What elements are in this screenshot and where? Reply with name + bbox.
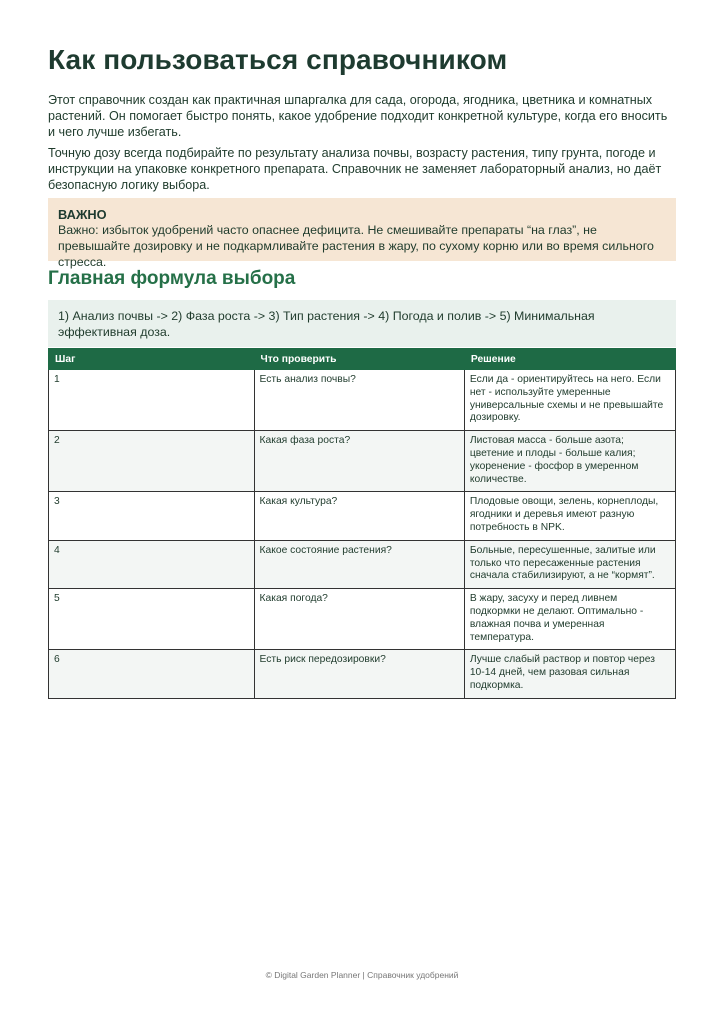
table-row [49,370,676,431]
table-row [49,492,676,540]
table-cell-check: Какая культура? [254,492,464,540]
warning-title: ВАЖНО [58,207,107,222]
intro-paragraph-1: Этот справочник создан как практичная шпаргалка для сада, огорода, ягодника, цветника и комнатных растений. Он помогает быстро понять, какое удобрение подходит конкретной культуре, когда его вносить и чего лучше избегать. [48,93,668,139]
table-cell-solution: Плодовые овощи, зелень, корнеплоды, ягодники и деревья имеют разную потребность в NPK. [464,492,675,540]
footer: © Digital Garden Planner | Справочник удобрений [265,970,459,980]
table-cell-step: 5 [49,589,255,650]
table-cell-step: 6 [49,650,255,698]
page-title: Как пользоваться справочником [48,44,508,75]
table-row [49,540,676,588]
steps-table [48,348,676,699]
table-cell-check: Есть анализ почвы? [254,370,464,431]
table-cell-check: Есть риск передозировки? [254,650,464,698]
table-cell-solution: Листовая масса - больше азота; цветение и плоды - больше калия; укоренение - фосфор в умеренном количестве. [464,431,675,492]
header-step: Шаг [49,349,255,370]
header-solution: Решение [464,349,675,370]
table-row [49,589,676,650]
table-cell-step: 1 [49,370,255,431]
table-row [49,431,676,492]
warning-box [48,198,676,269]
table-cell-check: Какая фаза роста? [254,431,464,492]
table-cell-check: Какое состояние растения? [254,540,464,588]
table-cell-solution: Лучше слабый раствор и повтор через 10-14 дней, чем разовая сильная подкормка. [464,650,675,698]
table-row [49,650,676,698]
table-cell-step: 3 [49,492,255,540]
table-cell-solution: В жару, засуху и перед ливнем подкормки не делают. Оптимально - влажная почва и умеренная температура. [464,589,675,650]
table-cell-solution: Больные, пересушенные, залитые или только что пересаженные растения сначала стабилизируют, а не “кормят”. [464,540,675,588]
intro-paragraph-2: Точную дозу всегда подбирайте по результату анализа почвы, возрасту растения, типу грунта, погоде и инструкции на упаковке конкретного препарата. Справочник не заменяет лабораторный анализ, но даёт безопасную логику выбора. [48,146,662,192]
table-cell-check: Какая погода? [254,589,464,650]
table-header-row [49,349,676,370]
formula-box: 1) Анализ почвы -> 2) Фаза роста -> 3) Тип растения -> 4) Погода и полив -> 5) Минимальная эффективная доза. [48,300,676,347]
section-title: Главная формула выбора [48,268,296,289]
table-cell-step: 4 [49,540,255,588]
warning-text: Важно: избыток удобрений часто опаснее дефицита. Не смешивайте препараты “на глаз”, не превышайте дозировку и не подкармливайте растения в жару, по сухому корню или во время сильного стресса. [58,223,654,269]
table-cell-step: 2 [49,431,255,492]
header-check: Что проверить [254,349,464,370]
table-cell-solution: Если да - ориентируйтесь на него. Если нет - используйте умеренные универсальные схемы и не превышайте дозировку. [464,370,675,431]
